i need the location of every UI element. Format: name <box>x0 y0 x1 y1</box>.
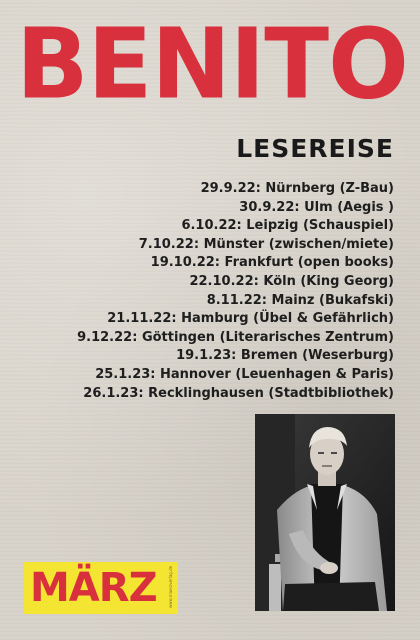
tour-date-item: 21.11.22: Hamburg (Übel & Gefährlich) <box>107 311 394 327</box>
poster-subtitle: LESEREISE <box>236 134 394 163</box>
tour-date-item: 26.1.23: Recklinghausen (Stadtbibliothek) <box>83 385 394 401</box>
tour-date-item: 7.10.22: Münster (zwischen/miete) <box>138 236 394 252</box>
publisher-logo-text: MÄRZ <box>30 565 157 611</box>
tour-date-item: 25.1.23: Hannover (Leuenhagen & Paris) <box>95 366 394 382</box>
publisher-logo <box>24 562 178 614</box>
portrait-illustration <box>255 414 395 611</box>
publisher-url: www.maerzverlag.de <box>168 565 173 608</box>
tour-date-item: 30.9.22: Ulm (Aegis ) <box>239 199 394 215</box>
tour-date-item: 19.1.23: Bremen (Weserburg) <box>176 348 394 364</box>
tour-date-item: 22.10.22: Köln (King Georg) <box>189 273 394 289</box>
tour-dates-list <box>77 180 394 403</box>
author-portrait-photo <box>255 414 395 611</box>
tour-date-item: 19.10.22: Frankfurt (open books) <box>150 255 394 271</box>
tour-date-item: 29.9.22: Nürnberg (Z-Bau) <box>200 181 394 196</box>
tour-date-item: 9.12.22: Göttingen (Literarisches Zentrum) <box>77 329 394 345</box>
poster-title: BENITO <box>16 8 408 122</box>
tour-date-item: 8.11.22: Mainz (Bukafski) <box>206 292 394 308</box>
tour-date-item: 6.10.22: Leipzig (Schauspiel) <box>181 218 394 234</box>
